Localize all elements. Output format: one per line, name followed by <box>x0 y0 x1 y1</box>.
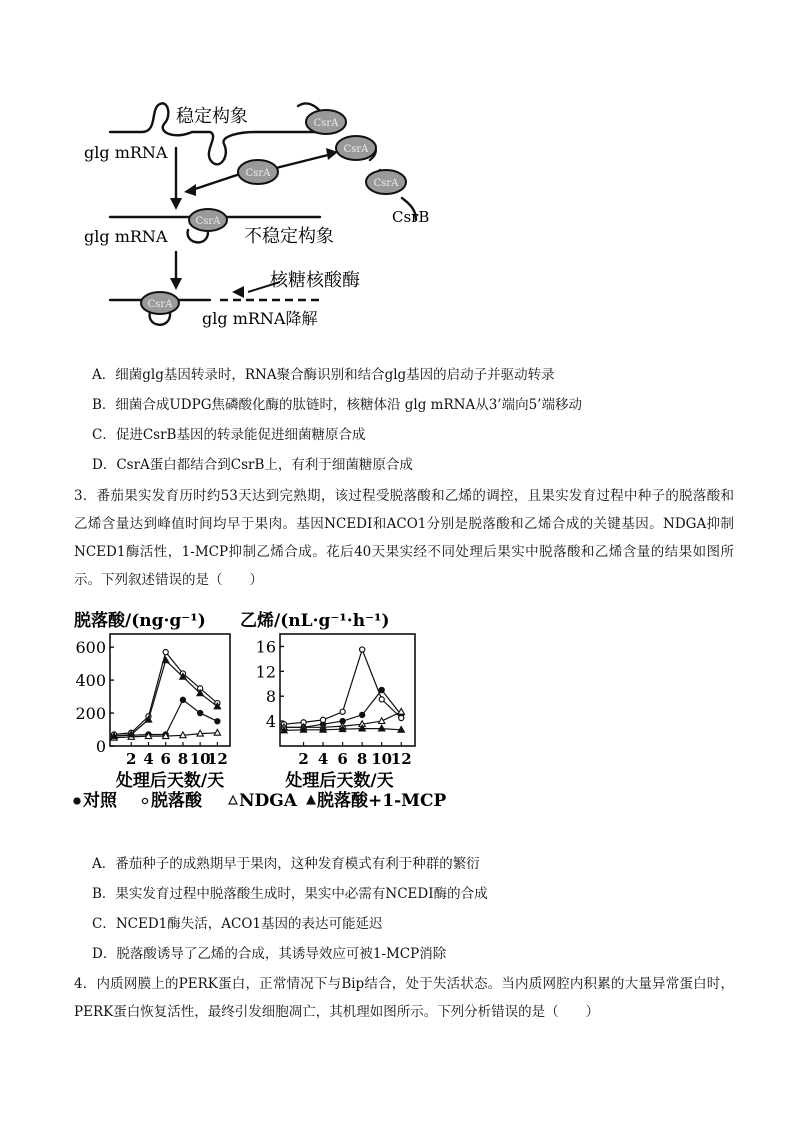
x-tick-label: 4 <box>143 750 154 768</box>
csra-protein <box>238 160 278 184</box>
svg-text:CsrA: CsrA <box>195 216 221 227</box>
svg-text:CsrA: CsrA <box>245 168 271 179</box>
q3-stem: 3．番茄果实发育历时约53天达到完熟期，该过程受脱落酸和乙烯的调控，且果实发育过程中种子的脱落酸和乙烯含量达到峰值时间均早于果肉。基因NCEDI和ACO1分别是脱落酸和乙烯合成的关键基因。NDGA抑制NCED1酶活性，1-MCP抑制乙烯合成。花后40天果实经不同处理后果实中脱落酸和乙烯含量的结果如图所示。下列叙述错误的是（ ） <box>74 488 734 588</box>
csra-protein <box>336 136 376 160</box>
unstable-conformation-label: 不稳定构象 <box>244 226 334 247</box>
x-tick-label: 8 <box>177 750 189 768</box>
x-tick-label: 8 <box>356 750 368 768</box>
chart-panel-1 <box>74 610 230 791</box>
y-tick-label: 4 <box>265 712 276 732</box>
data-point <box>198 710 203 715</box>
q3-option-c: C．NCED1酶失活，ACO1基因的表达可能延迟 <box>92 916 383 932</box>
legend-marker <box>74 798 80 804</box>
series-filled-triangle <box>281 725 405 733</box>
x-tick-label: 10 <box>371 750 393 768</box>
chart-title: 脱落酸/(ng·g⁻¹) <box>74 611 206 631</box>
x-axis-label: 处理后天数/天 <box>285 771 394 791</box>
svg-text:CsrA: CsrA <box>343 144 369 155</box>
q3-option-a: A．番茄种子的成熟期早于果肉，这种发育模式有利于种群的繁衍 <box>92 856 480 872</box>
legend-label: NDGA <box>239 791 297 811</box>
data-point <box>360 712 365 717</box>
q3-option-b: B．果实发育过程中脱落酸生成时，果实中必需有NCEDI酶的合成 <box>92 886 488 902</box>
csra-protein <box>189 209 227 231</box>
glg-mrna-label: glg mRNA <box>84 227 168 246</box>
y-tick-label: 8 <box>265 687 276 707</box>
data-point <box>340 709 345 714</box>
chart-title: 乙烯/(nL·g⁻¹·h⁻¹) <box>240 611 390 631</box>
glg-mrna-label: glg mRNA <box>84 143 168 162</box>
series-line <box>114 660 217 736</box>
x-tick-label: 2 <box>298 750 309 768</box>
legend-marker <box>307 796 315 804</box>
svg-text:CsrA: CsrA <box>147 299 173 310</box>
legend-marker <box>229 796 237 804</box>
series-open-circle <box>281 647 403 727</box>
q2-option-b: B．细菌合成UDPG焦磷酸化酶的肽链时，核糖体沿 glg mRNA从3’端向5’端移动 <box>92 397 582 413</box>
legend-label: 对照 <box>83 791 117 811</box>
svg-text:CsrA: CsrA <box>313 118 339 129</box>
x-tick-label: 6 <box>160 750 171 768</box>
data-point <box>180 697 185 702</box>
y-tick-label: 16 <box>255 637 276 657</box>
csra-protein <box>141 292 179 314</box>
y-tick-label: 0 <box>95 737 106 756</box>
csra-protein <box>306 110 346 134</box>
rnase-label: 核糖核酸酶 <box>270 270 360 291</box>
q4-stem: 4．内质网膜上的PERK蛋白，正常情况下与Bip结合，处于失活状态。当内质网腔内积累的大量异常蛋白时，PERK蛋白恢复活性，最终引发细胞凋亡，其机理如图所示。下列分析错误的是（ ） <box>74 976 734 1020</box>
stable-conformation-label: 稳定构象 <box>176 106 248 127</box>
q2-option-c: C．促进CsrB基因的转录能促进细菌糖原合成 <box>92 427 366 443</box>
chart-legend <box>74 790 446 811</box>
data-point <box>320 717 325 722</box>
x-tick-label: 2 <box>126 750 137 768</box>
plot-frame <box>110 634 230 746</box>
legend-label: 脱落酸+1-MCP <box>317 791 447 811</box>
degradation-label: glg mRNA降解 <box>202 309 318 328</box>
svg-text:CsrA: CsrA <box>373 178 399 189</box>
q3-option-d: D．脱落酸诱导了乙烯的合成，其诱导效应可被1-MCP消除 <box>92 946 447 962</box>
legend-marker <box>142 798 147 803</box>
y-tick-label: 400 <box>75 671 106 691</box>
data-point <box>360 647 365 652</box>
y-tick-label: 200 <box>75 704 106 724</box>
chart-panel-2 <box>240 610 415 791</box>
legend-label: 脱落酸 <box>151 791 202 811</box>
data-point <box>379 687 384 692</box>
csrb-label: CsrB <box>392 208 430 226</box>
hormone-charts <box>70 604 470 824</box>
y-tick-label: 12 <box>255 662 276 682</box>
data-point <box>163 650 168 655</box>
x-axis-label: 处理后天数/天 <box>115 771 225 791</box>
data-point <box>379 697 384 702</box>
x-tick-label: 12 <box>206 750 228 768</box>
q2-option-d: D．CsrA蛋白都结合到CsrB上，有利于细菌糖原合成 <box>92 457 413 473</box>
y-tick-label: 600 <box>75 638 106 658</box>
x-tick-label: 12 <box>390 750 412 768</box>
csra-mechanism-diagram <box>80 92 460 342</box>
series-filled-triangle <box>111 657 221 739</box>
data-point <box>399 715 404 720</box>
data-point <box>215 719 220 724</box>
x-tick-label: 10 <box>189 750 211 768</box>
q2-option-a: A．细菌glg基因转录时，RNA聚合酶识别和结合glg基因的启动子并驱动转录 <box>92 367 555 383</box>
csra-protein <box>366 170 406 194</box>
x-tick-label: 4 <box>317 750 329 768</box>
x-tick-label: 6 <box>337 750 348 768</box>
